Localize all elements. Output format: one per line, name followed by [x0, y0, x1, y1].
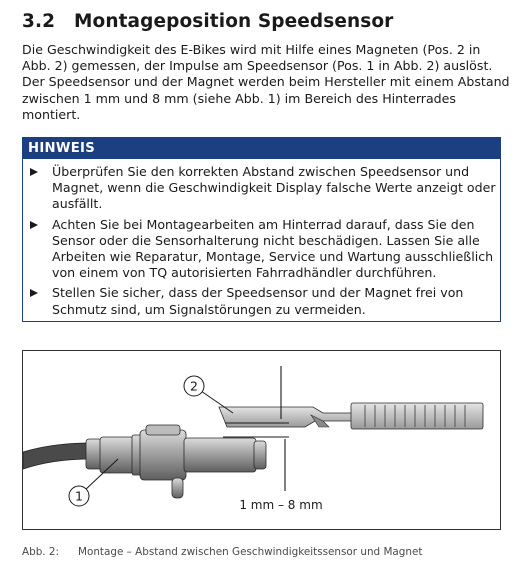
section-heading [22, 11, 393, 32]
notice-item-text: Überprüfen Sie den korrekten Abstand zwischen Speedsensor und Magnet, wenn die Geschwindigkeit Display falsche Werte anzeigt oder ausfällt. [52, 164, 496, 212]
notice-list [23, 159, 500, 318]
bullet-triangle-icon [30, 221, 38, 229]
notice-title: HINWEIS [23, 138, 500, 159]
sensor-magnet-drawing [23, 351, 500, 529]
magnet-shape [219, 403, 483, 429]
section-title: Montageposition Speedsensor [74, 11, 394, 32]
notice-item [23, 285, 500, 317]
section-number: 3.2 [22, 11, 56, 32]
caption-text: Montage – Abstand zwischen Geschwindigkeitssensor und Magnet [78, 546, 423, 558]
callout-2-label: 2 [190, 378, 198, 394]
notice-item-text: Achten Sie bei Montagearbeiten am Hinterrad darauf, dass Sie den Sensor oder die Sensorhalterung nicht beschädigen. Lassen Sie alle Arbeiten wie Reparatur, Montage, Service und Wartung ausschließlich von einem von TQ autorisierten Fahrradhändler durchführen. [52, 216, 494, 281]
notice-box [22, 137, 501, 322]
sensor-cable [23, 443, 91, 469]
caption-label: Abb. 2: [22, 546, 60, 558]
notice-item [23, 217, 500, 282]
bullet-triangle-icon [30, 289, 38, 297]
figure-illustration [22, 350, 501, 530]
figure-caption [22, 546, 422, 558]
notice-item-text: Stellen Sie sicher, dass der Speedsensor und der Magnet frei von Schmutz sind, um Signalstörungen zu vermeiden. [52, 285, 464, 317]
distance-label: 1 mm – 8 mm [239, 498, 323, 512]
speedsensor-shape [86, 425, 266, 498]
bullet-triangle-icon [30, 168, 38, 176]
notice-item [23, 164, 500, 213]
callout-1-label: 1 [75, 488, 83, 504]
intro-paragraph: Die Geschwindigkeit des E-Bikes wird mit Hilfe eines Magneten (Pos. 2 in Abb. 2) gemessen, der Impulse am Speedsensor (Pos. 1 in Abb. 2) auslöst. Der Speedsensor und der Magnet werden beim Hersteller mit einem Abstand zwischen 1 mm und 8 mm (siehe Abb. 1) im Bereich des Hinterrades montiert. [22, 42, 510, 122]
